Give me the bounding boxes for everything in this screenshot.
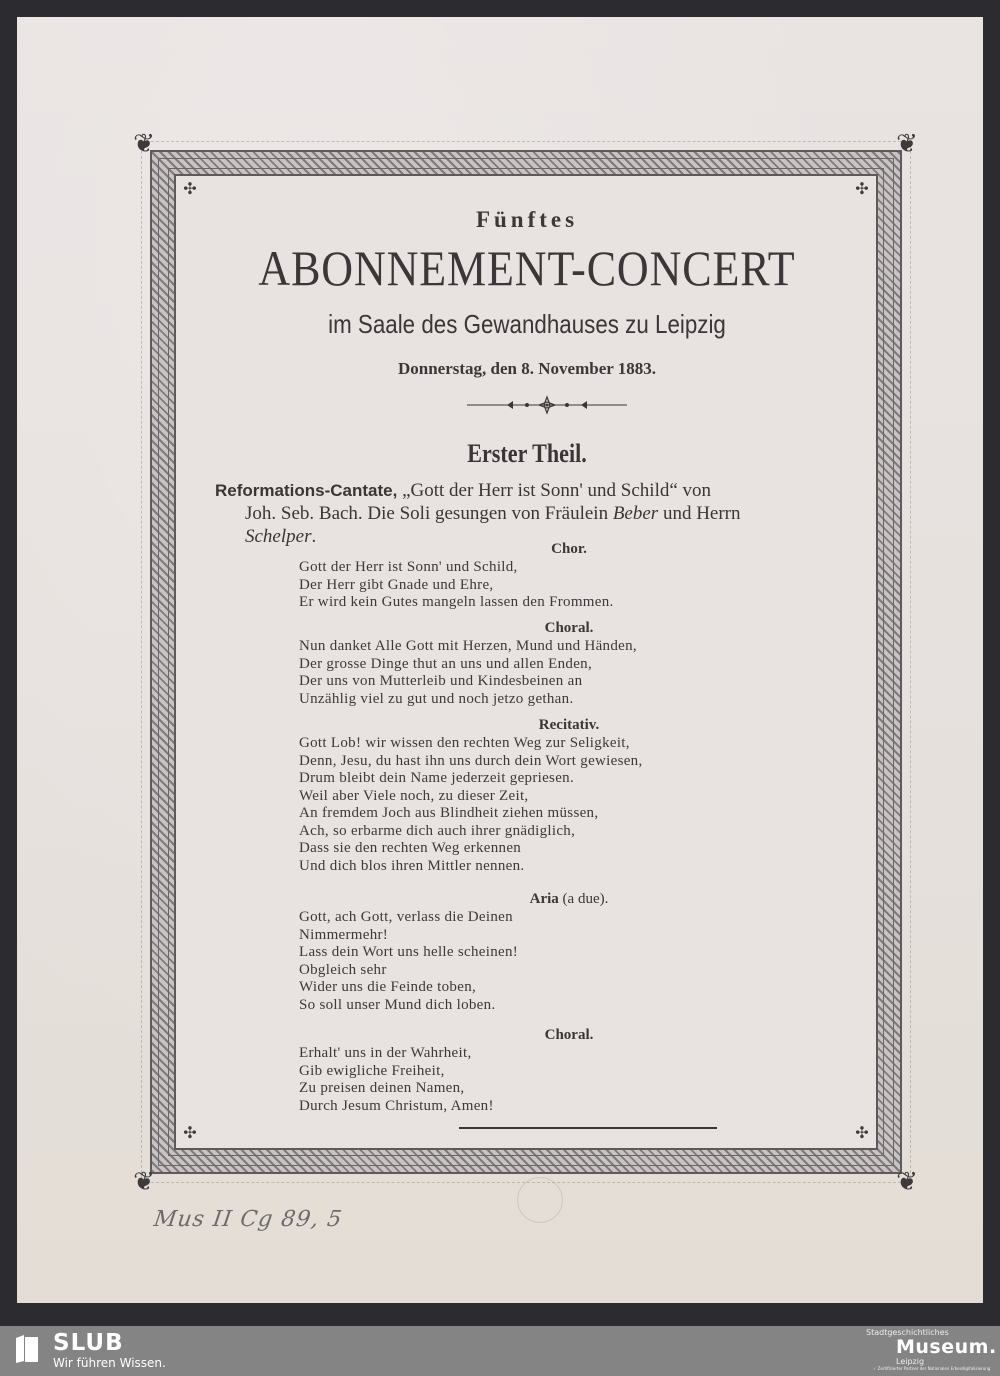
concert-number: Fünftes <box>475 207 579 232</box>
lyric-line: Gib ewigliche Freiheit, <box>299 1062 445 1079</box>
lyric-line: Gott Lob! wir wissen den rechten Weg zur Seligkeit, <box>299 735 630 751</box>
corner-flourish-icon: ❦ <box>896 129 918 158</box>
faint-library-stamp <box>517 1177 563 1223</box>
slub-book-icon[interactable] <box>14 1334 40 1364</box>
lyric-line: Lass dein Wort uns helle scheinen! <box>299 944 519 960</box>
lyric-line: Weil aber Viele noch, zu dieser Zeit, <box>299 787 529 804</box>
separator-ornament-icon <box>467 395 627 415</box>
lyric-line: Der grosse Dinge thut an uns und allen Enden, <box>299 655 593 672</box>
lyric-line: Dass sie den rechten Weg erkennen <box>299 840 522 856</box>
lyric-line: Nimmermehr! <box>299 926 389 943</box>
inner-corner-ornament-icon: ✣ <box>855 181 869 198</box>
corner-flourish-icon: ❦ <box>133 129 155 158</box>
movement-heading: Recitativ. <box>538 717 600 733</box>
lyric-line: Und dich blos ihren Mittler nennen. <box>299 857 525 874</box>
movement-chor <box>299 539 819 612</box>
movement-heading: Chor. <box>551 541 587 557</box>
work-title: Reformations-Cantate, <box>215 481 398 500</box>
handwritten-shelfmark: Mus II Cg 89, 5 <box>152 1207 345 1232</box>
lyric-line: Denn, Jesu, du hast ihn uns durch dein Wort gewiesen, <box>299 752 643 769</box>
lyric-line: Ach, so erbarme dich auch ihrer gnädiglich, <box>299 822 576 839</box>
concert-date: Donnerstag, den 8. November 1883. <box>398 359 656 378</box>
lyric-line: Der Herr gibt Gnade und Ehre, <box>299 576 494 593</box>
lyric-line: Unzählig viel zu gut und noch jetzo gethan. <box>299 690 574 707</box>
venue: im Saale des Gewandhauses zu Leipzig <box>328 309 726 339</box>
composer-text: Joh. Seb. Bach. Die Soli gesungen von Fräulein <box>245 503 613 524</box>
certification-note: ✓ Zertifizierter Partner der Nationalen Erbesdigitalisierung <box>873 1366 991 1371</box>
lyric-line: Drum bleibt dein Name jederzeit gepriesen. <box>299 770 574 786</box>
movement-choral-1 <box>299 618 819 708</box>
credits-text: . <box>311 526 317 547</box>
slub-tagline: Wir führen Wissen. <box>53 1356 166 1370</box>
inner-corner-ornament-icon: ✣ <box>183 1125 197 1142</box>
movement-recitativ <box>299 715 819 875</box>
lyric-line: Durch Jesum Christum, Amen! <box>299 1097 494 1114</box>
inner-corner-ornament-icon: ✣ <box>183 181 197 198</box>
movement-heading-text: Aria <box>529 891 559 907</box>
corner-flourish-icon: ❦ <box>133 1167 155 1196</box>
lyric-line: Gott, ach Gott, verlass die Deinen <box>299 909 513 925</box>
movement-heading: Choral. <box>544 620 594 636</box>
lyric-line: Wider uns die Feinde toben, <box>299 979 477 995</box>
work-description <box>215 479 847 548</box>
movement-choral-2 <box>299 1025 819 1115</box>
lyric-line: Gott der Herr ist Sonn' und Schild, <box>299 559 518 575</box>
slub-logo[interactable]: SLUB <box>53 1330 124 1356</box>
museum-logo[interactable]: Museum. <box>896 1336 997 1358</box>
lyric-line: Obgleich sehr <box>299 961 387 978</box>
lyric-line: Nun danket Alle Gott mit Herzen, Mund und Händen, <box>299 638 637 654</box>
movement-heading-note: (a due). <box>562 891 609 907</box>
lyric-line: An fremdem Joch aus Blindheit ziehen müssen, <box>299 805 599 821</box>
inner-corner-ornament-icon: ✣ <box>855 1125 869 1142</box>
closing-rule <box>459 1127 717 1129</box>
lyric-line: Er wird kein Gutes mangeln lassen den Frommen. <box>299 594 614 610</box>
movement-heading <box>299 889 819 909</box>
soloist-name: Beber <box>612 503 659 524</box>
lyric-line: Erhalt' uns in der Wahrheit, <box>299 1045 472 1061</box>
movement-aria <box>299 889 819 1014</box>
museum-label: Stadtgeschichtliches <box>866 1328 949 1337</box>
corner-flourish-icon: ❦ <box>896 1167 918 1196</box>
lyric-line: Zu preisen deinen Namen, <box>299 1080 465 1096</box>
scanned-page <box>17 17 983 1303</box>
page-title: ABONNEMENT-CONCERT <box>258 240 796 296</box>
soloist-name: Schelper <box>245 526 312 547</box>
lyric-line: So soll unser Mund dich loben. <box>299 996 496 1013</box>
credits-text: und Herrn <box>658 503 741 524</box>
viewer-footer-bar <box>0 1326 1000 1376</box>
museum-city: Leipzig <box>896 1357 925 1366</box>
movement-heading: Choral. <box>544 1027 594 1043</box>
part-heading: Erster Theil. <box>467 439 587 468</box>
work-subtitle: „Gott der Herr ist Sonn' und Schild“ von <box>397 480 712 501</box>
lyric-line: Der uns von Mutterleib und Kindesbeinen an <box>299 673 583 689</box>
